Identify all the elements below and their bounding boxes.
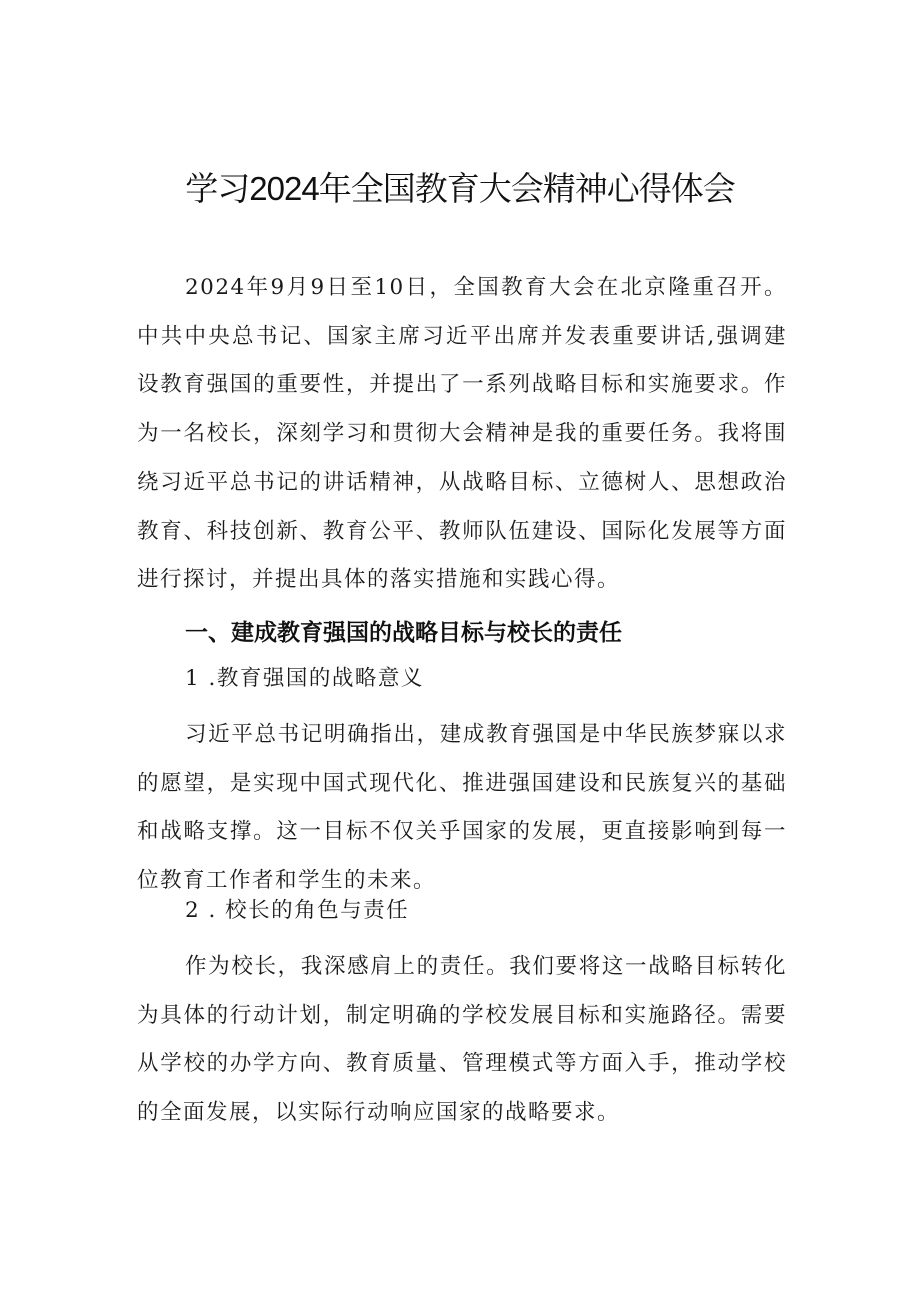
subsection-1-paragraph: 习近平总书记明确指出，建成教育强国是中华民族梦寐以求的愿望，是实现中国式现代化、推进强国建设和民族复兴的基础和战略支撑。这一目标不仅关乎国家的发展，更直接影响到每一位教育工作者和学生的未来。 — [137, 722, 787, 894]
document-title: 学习2024年全国教育大会精神心得体会 — [185, 170, 735, 207]
subsection-1-heading: 1 .教育强国的战略意义 — [185, 666, 424, 691]
subsection-2-heading: 2 . 校长的角色与责任 — [185, 898, 410, 923]
intro-paragraph: 2024年9月9日至10日，全国教育大会在北京隆重召开。中共中央总书记、国家主席习近平出席并发表重要讲话,强调建设教育强国的重要性，并提出了一系列战略目标和实施要求。作为一名校长，深刻学习和贯彻大会精神是我的重要任务。我将围绕习近平总书记的讲话精神，从战略目标、立德树人、思想政治教育、科技创新、教育公平、教师队伍建设、国际化发展等方面进行探讨，并提出具体的落实措施和实践心得。 — [137, 275, 787, 593]
section-heading: 一、建成教育强国的战略目标与校长的责任 — [185, 619, 622, 645]
subsection-2-paragraph: 作为校长，我深感肩上的责任。我们要将这一战略目标转化为具体的行动计划，制定明确的学校发展目标和实施路径。需要从学校的办学方向、教育质量、管理模式等方面入手，推动学校的全面发展，以实际行动响应国家的战略要求。 — [137, 954, 787, 1126]
